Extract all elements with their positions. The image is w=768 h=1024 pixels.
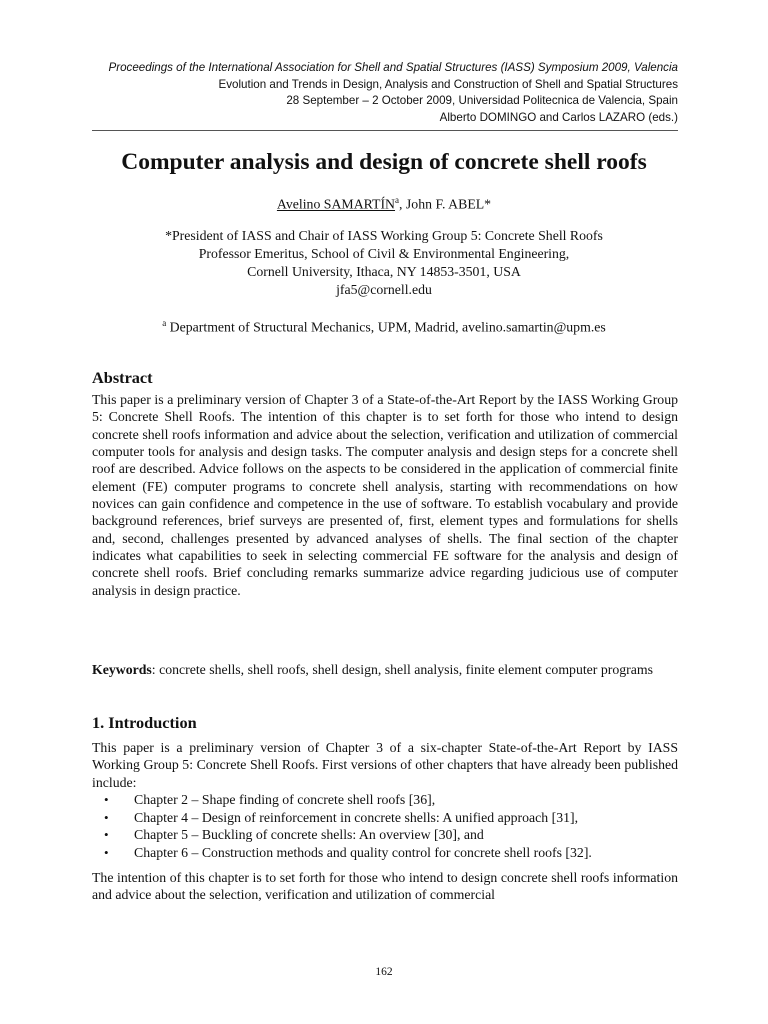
list-item-text: Chapter 4 – Design of reinforcement in concrete shells: A unified approach [31],	[134, 809, 579, 825]
keywords-paragraph	[92, 661, 678, 678]
affiliation-secondary-text: Department of Structural Mechanics, UPM, Madrid, avelino.samartin@upm.es	[166, 319, 606, 335]
abstract-heading: Abstract	[92, 368, 153, 387]
list-item	[92, 791, 678, 809]
affiliation-secondary	[80, 314, 688, 337]
affiliation-email: jfa5@cornell.edu	[336, 282, 432, 297]
affiliation-block	[80, 227, 688, 299]
page-number: 162	[375, 966, 393, 978]
header-divider	[92, 130, 678, 131]
introduction-heading: 1. Introduction	[92, 713, 197, 732]
running-header	[58, 60, 678, 126]
header-editors-line: Alberto DOMINGO and Carlos LAZARO (eds.)	[439, 110, 678, 124]
abstract-text: This paper is a preliminary version of Chapter 3 of a State-of-the-Art Report by the IASS Working Group 5: Concrete Shell Roofs. The intention of this chapter is to set forth for those who intend to design concrete shell roofs information and advice about the selection, verification and utilization of commercial computer tools for analysis and design tasks. The computer analysis and design steps for a concrete shell roof are described. Advice follows on the aspects to be considered in the application of commercial finite element (FE) computer programs to concrete shell analysis, starting with recommendations on how novices can gain confidence and competence in the use of software. To establish vocabulary and provide background references, brief surveys are presented of, first, element types and formulations for shells and, second, challenges presented by advanced analyses of shells. The final section of the chapter indicates what capabilities to seek in selecting commercial FE software for the analysis and design of concrete shell roofs. Brief concluding remarks summarize advice regarding judicious use of computer analysis in design practice.	[92, 392, 678, 598]
keywords-label: Keywords	[92, 662, 152, 677]
header-symposium-line: Evolution and Trends in Design, Analysis and Construction of Shell and Spatial Structures	[218, 77, 678, 91]
list-item-text: Chapter 6 – Construction methods and quality control for concrete shell roofs [32].	[134, 844, 592, 860]
author-line	[80, 191, 688, 214]
header-proceedings-line: Proceedings of the International Association for Shell and Spatial Structures (IASS) Symposium 2009, Valencia	[108, 61, 678, 74]
bullet-icon: •	[104, 827, 109, 843]
header-dates-line: 28 September – 2 October 2009, Universidad Politecnica de Valencia, Spain	[286, 94, 678, 107]
affiliation-line: Cornell University, Ithaca, NY 14853-3501, USA	[247, 264, 521, 279]
bullet-icon: •	[104, 844, 109, 860]
introduction-paragraph-2: The intention of this chapter is to set forth for those who intend to design concrete shell roofs information and advice about the selection, verification and utilization of commercial	[92, 870, 678, 903]
author-affiliation-mark: a	[395, 195, 400, 205]
introduction-paragraph: This paper is a preliminary version of Chapter 3 of a six-chapter State-of-the-Art Report by IASS Working Group 5: Concrete Shell Roofs. First versions of other chapters that have already been published include:	[92, 740, 678, 790]
author-abel: , John F. ABEL*	[399, 196, 492, 212]
author-samartin: Avelino SAMARTÍN	[276, 196, 396, 212]
list-item-text: Chapter 5 – Buckling of concrete shells: An overview [30], and	[134, 827, 484, 843]
list-item	[92, 809, 678, 827]
chapter-list	[92, 791, 678, 861]
bullet-icon: •	[104, 809, 109, 825]
list-item	[92, 826, 678, 844]
list-item-text: Chapter 2 – Shape finding of concrete shell roofs [36],	[134, 792, 436, 807]
affiliation-line: *President of IASS and Chair of IASS Working Group 5: Concrete Shell Roofs	[165, 228, 603, 243]
bullet-icon: •	[104, 792, 109, 807]
keywords-text: : concrete shells, shell roofs, shell design, shell analysis, finite element computer programs	[151, 662, 653, 677]
affiliation-line: Professor Emeritus, School of Civil & Environmental Engineering,	[198, 246, 570, 261]
list-item	[92, 844, 678, 862]
paper-title: Computer analysis and design of concrete shell roofs	[121, 149, 647, 175]
affiliation-mark: a	[162, 318, 167, 328]
